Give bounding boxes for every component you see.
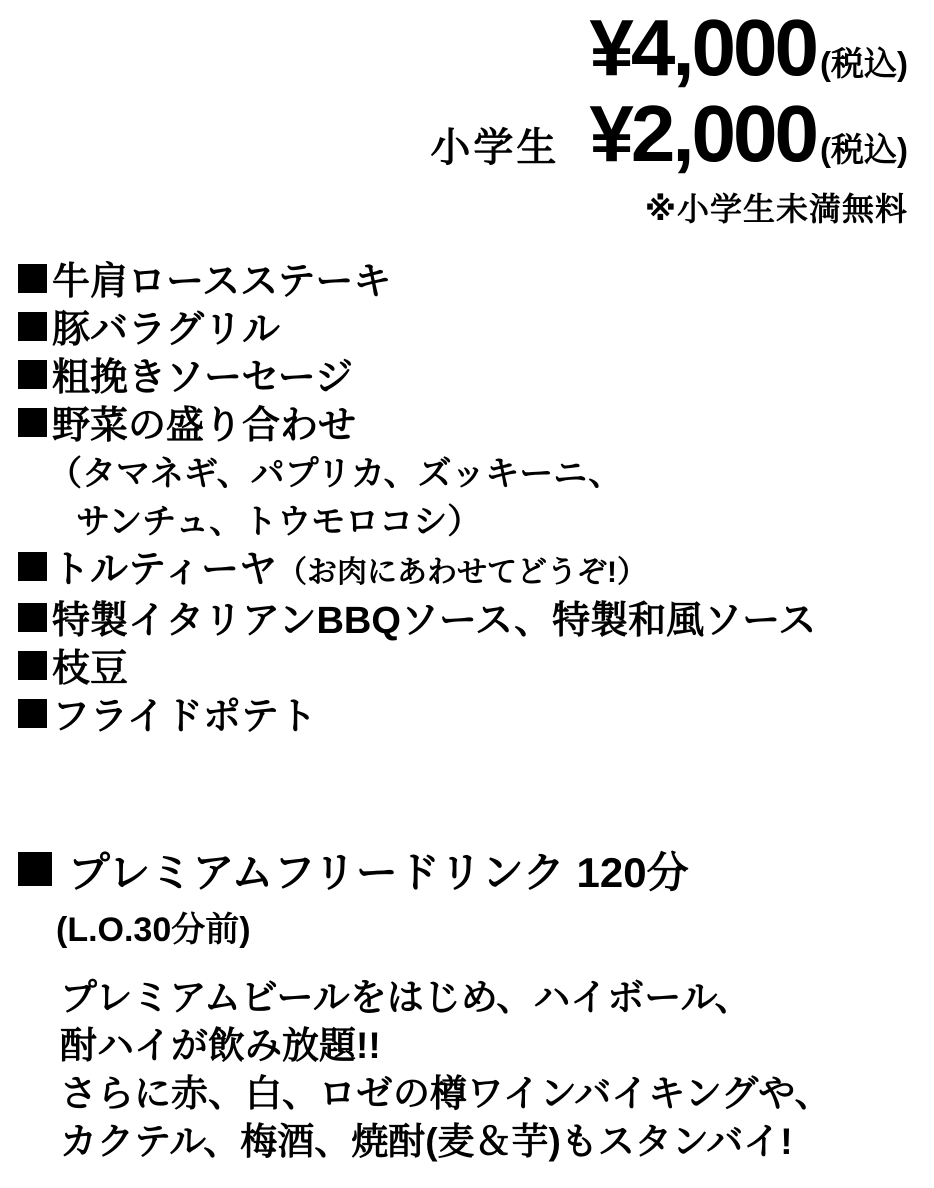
child-price-amount: ¥2,000 — [589, 89, 817, 178]
bullet-square-icon — [18, 552, 47, 581]
bullet-square-icon — [18, 312, 47, 341]
menu-item-vegetables — [18, 402, 816, 450]
menu-item-edamame — [18, 645, 816, 693]
menu-item-tortilla-note: （お肉にあわせてどうぞ!） — [276, 556, 647, 589]
drink-description-line: カクテル、梅酒、焼酎(麦＆芋)もスタンバイ! — [60, 1121, 793, 1162]
menu-item-tortilla — [18, 546, 816, 597]
price-free-note: ※小学生未満無料 — [644, 191, 908, 227]
menu-item-label: 野菜の盛り合わせ — [52, 405, 357, 447]
food-menu-list — [18, 258, 816, 741]
bullet-square-icon — [18, 264, 47, 293]
drink-description-line: プレミアムビールをはじめ、ハイボール、 — [60, 977, 752, 1018]
drink-description-line: さらに赤、白、ロゼの樽ワインバイキングや、 — [60, 1073, 832, 1114]
menu-item-label: 粗挽きソーセージ — [52, 357, 353, 399]
child-price-tax-note: (税込) — [820, 131, 908, 168]
menu-item-label: 牛肩ロースステーキ — [52, 261, 392, 303]
menu-item-label: 特製イタリアンBBQソース、特製和風ソース — [52, 600, 817, 642]
menu-item-vegetables-detail-line2: サンチュ、トウモロコシ） — [76, 503, 482, 541]
menu-item-label: トルティーヤ — [52, 549, 277, 591]
menu-item-sausage — [18, 354, 816, 402]
drink-section-title-row — [18, 848, 689, 898]
bullet-square-icon — [18, 408, 47, 437]
price-block — [430, 3, 908, 230]
menu-item-label: 枝豆 — [52, 648, 129, 690]
bullet-square-icon — [18, 360, 47, 389]
menu-item-fried-potato — [18, 693, 816, 741]
bullet-square-icon — [18, 651, 47, 680]
drink-description-line: 酎ハイが飲み放題!! — [60, 1025, 381, 1066]
adult-price-row — [430, 3, 908, 92]
bullet-square-icon — [18, 699, 47, 728]
child-price-label: 小学生 — [430, 126, 560, 170]
menu-item-vegetables-detail-line1: （タマネギ、パプリカ、ズッキーニ、 — [48, 455, 623, 493]
menu-item-pork-grill — [18, 306, 816, 354]
drink-last-order-note: (L.O.30分前) — [56, 911, 251, 949]
menu-item-beef-steak — [18, 258, 816, 306]
menu-item-label: フライドポテト — [52, 696, 317, 738]
menu-item-bbq-sauce — [18, 597, 816, 645]
drink-description — [60, 974, 831, 1166]
child-price-row — [430, 89, 908, 178]
bullet-square-icon — [18, 852, 52, 886]
menu-item-label: 豚バラグリル — [52, 309, 281, 351]
drink-section-title: プレミアムフリードリンク 120分 — [68, 849, 689, 896]
adult-price-tax-note: (税込) — [820, 45, 908, 82]
bullet-square-icon — [18, 603, 47, 632]
adult-price-amount: ¥4,000 — [589, 3, 817, 92]
